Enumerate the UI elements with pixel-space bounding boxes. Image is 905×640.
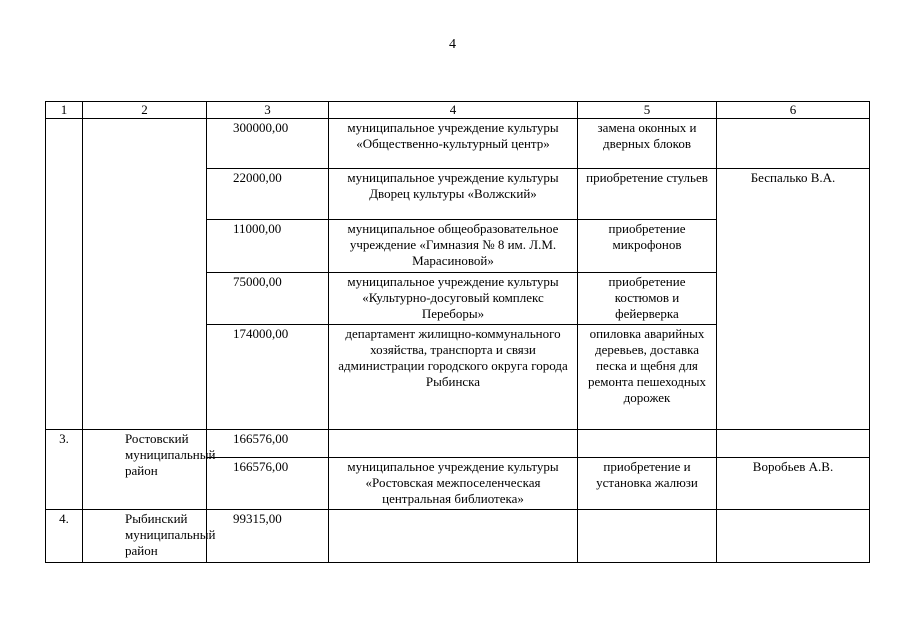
table-row [46,430,870,458]
recipient-cell: муниципальное учреждение культуры «Общественно-культурный центр» [329,119,578,169]
amount-cell: 300000,00 [207,119,329,169]
recipient-cell: муниципальное учреждение культуры «Культурно-досуговый комплекс Переборы» [329,273,578,325]
table-row [46,119,870,169]
row-number-cell [46,119,83,430]
deputy-cell [717,119,870,169]
purpose-cell: опиловка аварийных деревьев, доставка песка и щебня для ремонта пешеходных дорожек [578,325,717,430]
amount-cell: 166576,00 [207,458,329,510]
amount-cell: 22000,00 [207,169,329,220]
header-cell: 3 [207,102,329,119]
district-cell: Ростовский муниципальный район [83,430,207,510]
purpose-cell [578,430,717,458]
header-cell: 1 [46,102,83,119]
purpose-cell: приобретение и установка жалюзи [578,458,717,510]
deputy-cell [717,430,870,458]
amount-cell: 166576,00 [207,430,329,458]
deputy-cell [717,510,870,563]
purpose-cell: приобретение стульев [578,169,717,220]
purpose-cell: приобретение микрофонов [578,220,717,273]
amount-cell: 174000,00 [207,325,329,430]
amount-cell: 99315,00 [207,510,329,563]
header-cell: 4 [329,102,578,119]
table-row [46,510,870,563]
recipient-cell [329,510,578,563]
recipient-cell: муниципальное общеобразовательное учреждение «Гимназия № 8 им. Л.М. Марасиновой» [329,220,578,273]
recipient-cell [329,430,578,458]
row-number-cell: 4. [46,510,83,563]
header-row [46,102,870,119]
page-number: 4 [449,37,456,52]
amount-cell: 75000,00 [207,273,329,325]
header-cell: 2 [83,102,207,119]
recipient-cell: муниципальное учреждение культуры Дворец культуры «Волжский» [329,169,578,220]
allocation-table [45,101,870,563]
purpose-cell: замена оконных и дверных блоков [578,119,717,169]
deputy-cell: Беспалько В.А. [717,169,870,430]
district-cell [83,119,207,430]
purpose-cell [578,510,717,563]
purpose-cell: приобретение костюмов и фейерверка [578,273,717,325]
header-cell: 6 [717,102,870,119]
recipient-cell: муниципальное учреждение культуры «Ростовская межпоселенческая центральная библиотека» [329,458,578,510]
deputy-cell: Воробьев А.В. [717,458,870,510]
district-cell: Рыбинский муниципальный район [83,510,207,563]
amount-cell: 11000,00 [207,220,329,273]
row-number-cell: 3. [46,430,83,510]
recipient-cell: департамент жилищно-коммунального хозяйства, транспорта и связи администрации городского округа города Рыбинска [329,325,578,430]
header-cell: 5 [578,102,717,119]
